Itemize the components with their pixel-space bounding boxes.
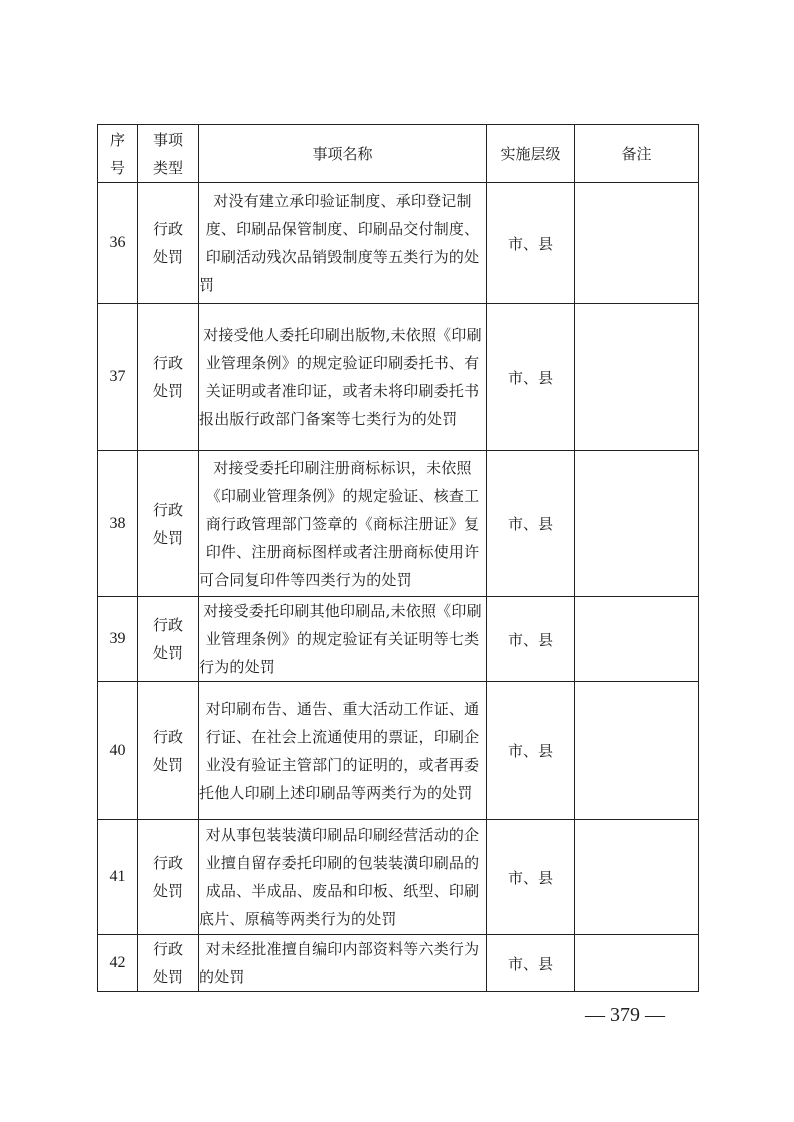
- table-row: [98, 935, 699, 992]
- row-note: [575, 183, 699, 304]
- row-level: 市、县: [487, 304, 575, 451]
- row-type: 行政处罚: [138, 183, 199, 304]
- header-note: 备注: [575, 125, 699, 183]
- row-level: 市、县: [487, 183, 575, 304]
- row-name: 对从事包装装潢印刷品印刷经营活动的企业擅自留存委托印刷的包装装潢印刷品的成品、半成品、废品和印板、纸型、印刷底片、原稿等两类行为的处罚: [199, 820, 487, 935]
- row-type: 行政处罚: [138, 451, 199, 597]
- items-table: [97, 124, 699, 992]
- row-name: 对接受委托印刷注册商标标识，未依照《印刷业管理条例》的规定验证、核查工商行政管理部门签章的《商标注册证》复印件、注册商标图样或者注册商标使用许可合同复印件等四类行为的处罚: [199, 451, 487, 597]
- row-name: 对接受委托印刷其他印刷品,未依照《印刷业管理条例》的规定验证有关证明等七类行为的处罚: [199, 597, 487, 682]
- row-seq: 36: [98, 183, 138, 304]
- row-name: 对接受他人委托印刷出版物,未依照《印刷业管理条例》的规定验证印刷委托书、有关证明或者准印证，或者未将印刷委托书报出版行政部门备案等七类行为的处罚: [199, 304, 487, 451]
- row-seq: 37: [98, 304, 138, 451]
- row-level: 市、县: [487, 935, 575, 992]
- header-seq: 序号: [98, 125, 138, 183]
- row-level: 市、县: [487, 451, 575, 597]
- row-type: 行政处罚: [138, 682, 199, 820]
- row-note: [575, 682, 699, 820]
- row-level: 市、县: [487, 597, 575, 682]
- table-row: [98, 451, 699, 597]
- row-note: [575, 597, 699, 682]
- page-number: — 379 —: [585, 1004, 665, 1026]
- table-row: [98, 304, 699, 451]
- row-seq: 38: [98, 451, 138, 597]
- row-name: 对没有建立承印验证制度、承印登记制度、印刷品保管制度、印刷品交付制度、印刷活动残次品销毁制度等五类行为的处罚: [199, 183, 487, 304]
- table-row: [98, 682, 699, 820]
- row-note: [575, 451, 699, 597]
- header-type: 事项类型: [138, 125, 199, 183]
- row-type: 行政处罚: [138, 935, 199, 992]
- row-level: 市、县: [487, 820, 575, 935]
- row-seq: 40: [98, 682, 138, 820]
- row-level: 市、县: [487, 682, 575, 820]
- table-header-row: [98, 125, 699, 183]
- row-type: 行政处罚: [138, 597, 199, 682]
- row-seq: 41: [98, 820, 138, 935]
- row-note: [575, 304, 699, 451]
- row-name: 对印刷布告、通告、重大活动工作证、通行证、在社会上流通使用的票证，印刷企业没有验证主管部门的证明的，或者再委托他人印刷上述印刷品等两类行为的处罚: [199, 682, 487, 820]
- row-seq: 42: [98, 935, 138, 992]
- row-type: 行政处罚: [138, 820, 199, 935]
- row-note: [575, 935, 699, 992]
- header-name: 事项名称: [199, 125, 487, 183]
- header-level: 实施层级: [487, 125, 575, 183]
- row-name: 对未经批准擅自编印内部资料等六类行为的处罚: [199, 935, 487, 992]
- row-note: [575, 820, 699, 935]
- row-type: 行政处罚: [138, 304, 199, 451]
- table-row: [98, 597, 699, 682]
- table-row: [98, 820, 699, 935]
- row-seq: 39: [98, 597, 138, 682]
- table-row: [98, 183, 699, 304]
